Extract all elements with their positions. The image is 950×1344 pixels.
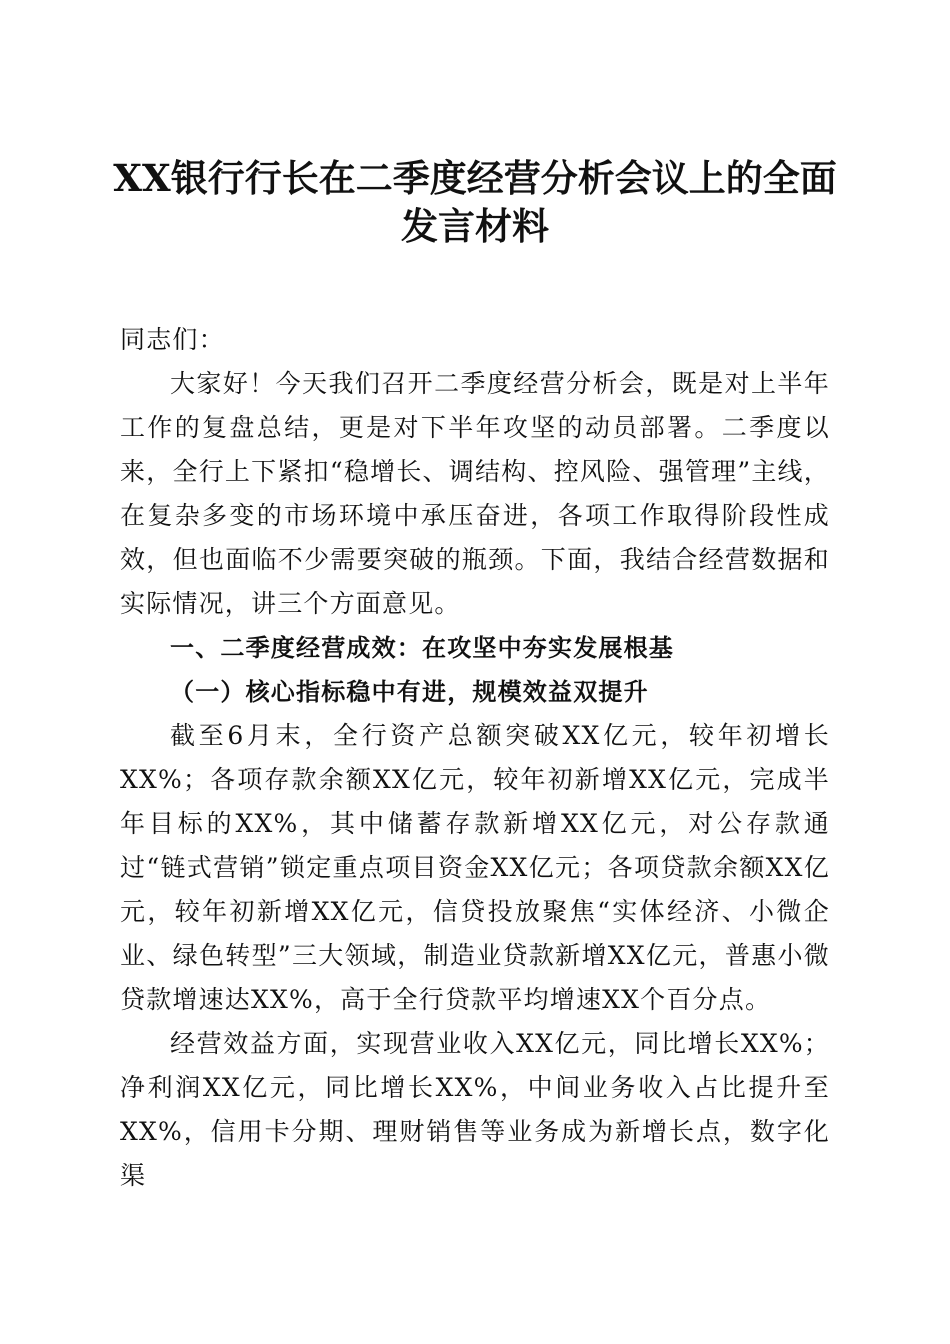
document-body — [120, 318, 830, 1198]
profit-paragraph: 经营效益方面，实现营业收入XX亿元，同比增长XX%；净利润XX亿元，同比增长XX%，中间业务收入占比提升至XX%，信用卡分期、理财销售等业务成为新增长点，数字化渠 — [120, 1029, 830, 1190]
intro-paragraph: 大家好！今天我们召开二季度经营分析会，既是对上半年工作的复盘总结，更是对下半年攻坚的动员部署。二季度以来，全行上下紧扣“稳增长、调结构、控风险、强管理”主线，在复杂多变的市场环境中承压奋进，各项工作取得阶段性成效，但也面临不少需要突破的瓶颈。下面，我结合经营数据和实际情况，讲三个方面意见。 — [120, 369, 830, 618]
title-line-1: XX银行行长在二季度经营分析会议上的全面 — [113, 156, 837, 200]
salutation: 同志们： — [120, 325, 225, 354]
document-title — [100, 154, 850, 250]
title-line-2: 发言材料 — [401, 204, 549, 248]
scale-paragraph: 截至6月末，全行资产总额突破XX亿元，较年初增长XX%；各项存款余额XX亿元，较年初新增XX亿元，完成半年目标的XX%，其中储蓄存款新增XX亿元，对公存款通过“链式营销”锁定重点项目资金XX亿元；各项贷款余额XX亿元，较年初新增XX亿元，信贷投放聚焦“实体经济、小微企业、绿色转型”三大领域，制造业贷款新增XX亿元，普惠小微贷款增速达XX%，高于全行贷款平均增速XX个百分点。 — [120, 721, 830, 1014]
section-1-heading: 一、二季度经营成效：在攻坚中夯实发展根基 — [170, 634, 674, 662]
subsection-1-heading: （一）核心指标稳中有进，规模效益双提升 — [170, 677, 649, 706]
